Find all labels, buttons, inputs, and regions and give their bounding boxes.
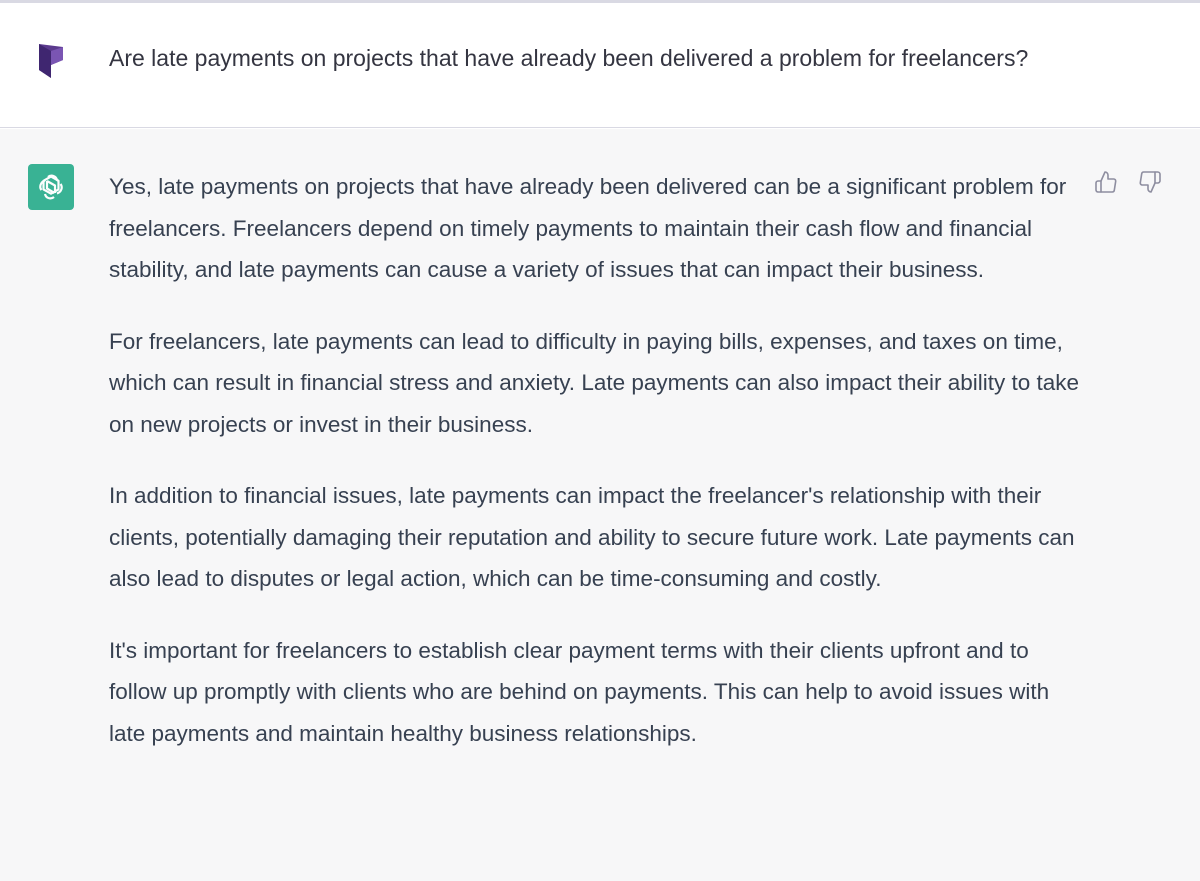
- assistant-paragraph: Yes, late payments on projects that have already been delivered can be a significant problem for freelancers. Freelancers depend on timely payments to maintain their cash flow and financial stability, and late payments can cause a variety of issues that can impact their business.: [109, 174, 1067, 282]
- thumbs-up-icon: [1094, 170, 1118, 194]
- assistant-paragraph: It's important for freelancers to establish clear payment terms with their clients upfront and to follow up promptly with clients who are behind on payments. This can help to avoid issues with late payments and maintain healthy business relationships.: [109, 637, 1050, 746]
- user-avatar: [38, 43, 64, 79]
- user-message-row: [0, 3, 1200, 128]
- thumbs-up-button[interactable]: [1093, 169, 1119, 195]
- openai-logo-icon: [36, 172, 66, 202]
- user-message-text: Are late payments on projects that have already been delivered a problem for freelancers?: [109, 45, 1029, 71]
- assistant-message-row: [0, 129, 1200, 881]
- assistant-paragraph: In addition to financial issues, late payments can impact the freelancer's relationship with their clients, potentially damaging their reputation and ability to secure future work. Late payments can also lead to disputes or legal action, which can be time-consuming and costly.: [109, 483, 1075, 591]
- assistant-message-body: [109, 166, 1084, 784]
- thumbs-down-button[interactable]: [1137, 169, 1163, 195]
- feedback-buttons: [1093, 169, 1163, 195]
- thumbs-down-icon: [1138, 170, 1162, 194]
- assistant-avatar: [28, 164, 74, 210]
- assistant-paragraph: For freelancers, late payments can lead to difficulty in paying bills, expenses, and taxes on time, which can result in financial stress and anxiety. Late payments can also impact their ability to take on new projects or invest in their business.: [109, 328, 1080, 437]
- logo-icon: [38, 43, 64, 79]
